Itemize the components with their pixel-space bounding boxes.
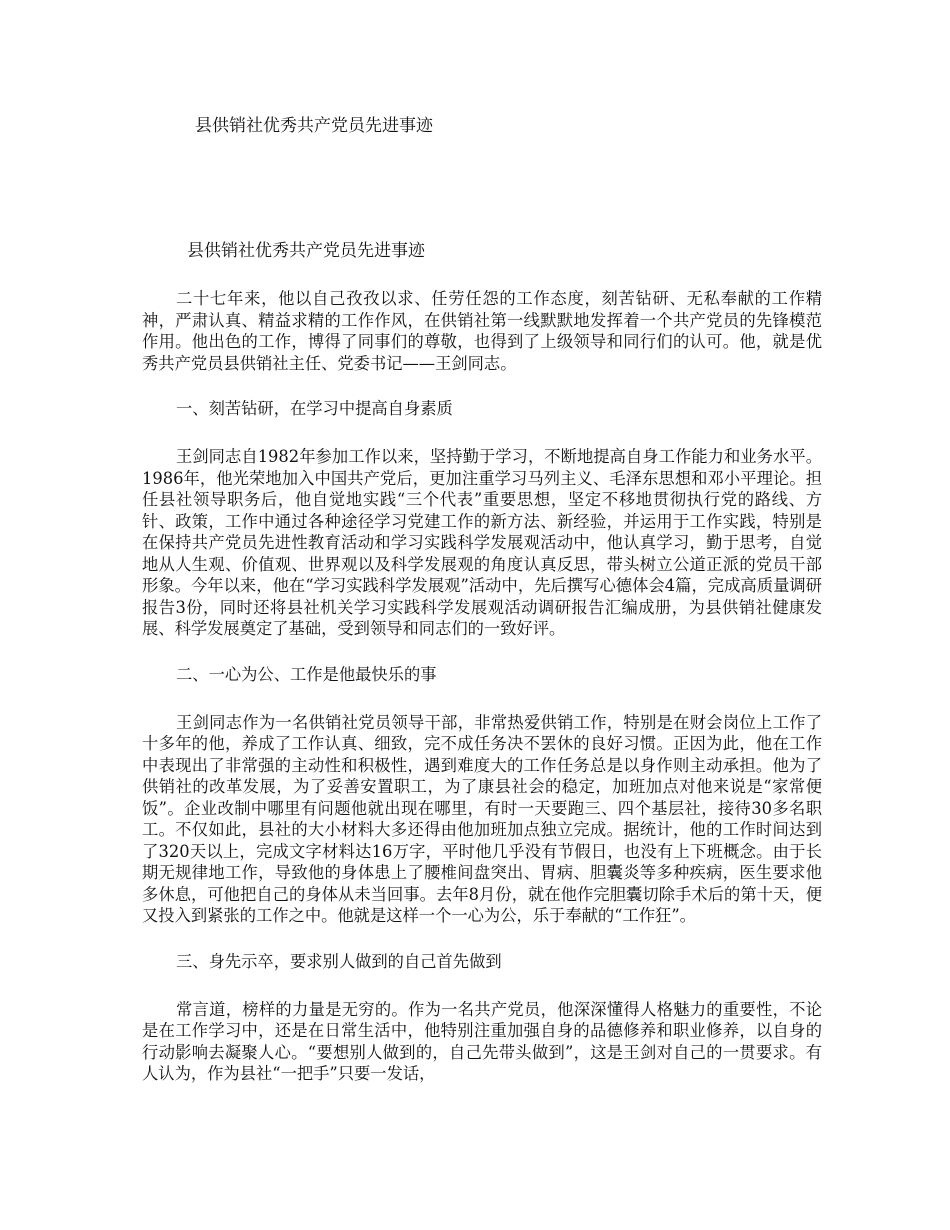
- section-heading-1: 一、刻苦钻研，在学习中提高自身素质: [176, 399, 453, 418]
- document-body: [142, 238, 822, 1109]
- section-body-1: 王剑同志自1982年参加工作以来，坚持勤于学习，不断地提高自身工作能力和业务水平。1986年，他光荣地加入中国共产党后，更加注重学习马列主义、毛泽东思想和邓小平理论。担任县社领导职务后，他自觉地实践“三个代表”重要思想，坚定不移地贯彻执行党的路线、方针、政策，工作中通过各种途径学习党建工作的新方法、新经验，并运用于工作实践，特别是在保持共产党员先进性教育活动和学习实践科学发展观活动中，他认真学习，勤于思考，自觉地从人生观、价值观、世界观以及科学发展观的角度认真反思，带头树立公道正派的党员干部形象。今年以来，他在“学习实践科学发展观”活动中，先后撰写心德体会4篇，完成高质量调研报告3份，同时还将县社机关学习实践科学发展观活动调研报告汇编成册，为县供销社健康发展、科学发展奠定了基础，受到领导和同志们的一致好评。: [142, 447, 822, 638]
- intro-paragraph: 二十七年来，他以自己孜孜以求、任劳任怨的工作态度，刻苦钻研、无私奉献的工作精神，严肃认真、精益求精的工作作风，在供销社第一线默默地发挥着一个共产党员的先锋模范作用。他出色的工作，博得了同事们的尊敬，也得到了上级领导和同行们的认可。他，就是优秀共产党员县供销社主任、党委书记——王剑同志。: [142, 289, 822, 373]
- header-title: 县供销社优秀共产党员先进事迹: [195, 116, 433, 136]
- section-body-2: 王剑同志作为一名供销社党员领导干部，非常热爱供销工作，特别是在财会岗位上工作了十多年的他，养成了工作认真、细致，完不成任务决不罢休的良好习惯。正因为此，他在工作中表现出了非常强的主动性和积极性，遇到难度大的工作任务总是以身作则主动承担。他为了供销社的改革发展，为了妥善安置职工，为了康县社会的稳定，加班加点对他来说是“家常便饭”。企业改制中哪里有问题他就出现在哪里，有时一天要跑三、四个基层社，接待30多名职工。不仅如此，县社的大小材料大多还得由他加班加点独立完成。据统计，他的工作时间达到了320天以上，完成文字材料达16万字，平时他几乎没有节假日，也没有上下班概念。由于长期无规律地工作，导致他的身体患上了腰椎间盘突出、胃病、胆囊炎等多种疾病，医生要求他多休息，可他把自己的身体从未当回事。去年8月份，就在他作完胆囊切除手术后的第十天，便又投入到紧张的工作之中。他就是这样一个一心为公，乐于奉献的“工作狂”。: [142, 712, 822, 925]
- section-body-3: 常言道，榜样的力量是无穷的。作为一名共产党员，他深深懂得人格魅力的重要性，不论是在工作学习中，还是在日常生活中，他特别注重加强自身的品德修养和职业修养，以自身的行动影响去凝聚人心。“要想别人做到的，自己先带头做到”，这是王剑对自己的一贯要求。有人认为，作为县社“一把手”只要一发话，: [142, 999, 822, 1083]
- document-title: 县供销社优秀共产党员先进事迹: [187, 241, 425, 261]
- section-heading-3: 三、身先示卒，要求别人做到的自己首先做到: [176, 951, 502, 971]
- section-heading-2: 二、一心为公、工作是他最快乐的事: [176, 664, 437, 684]
